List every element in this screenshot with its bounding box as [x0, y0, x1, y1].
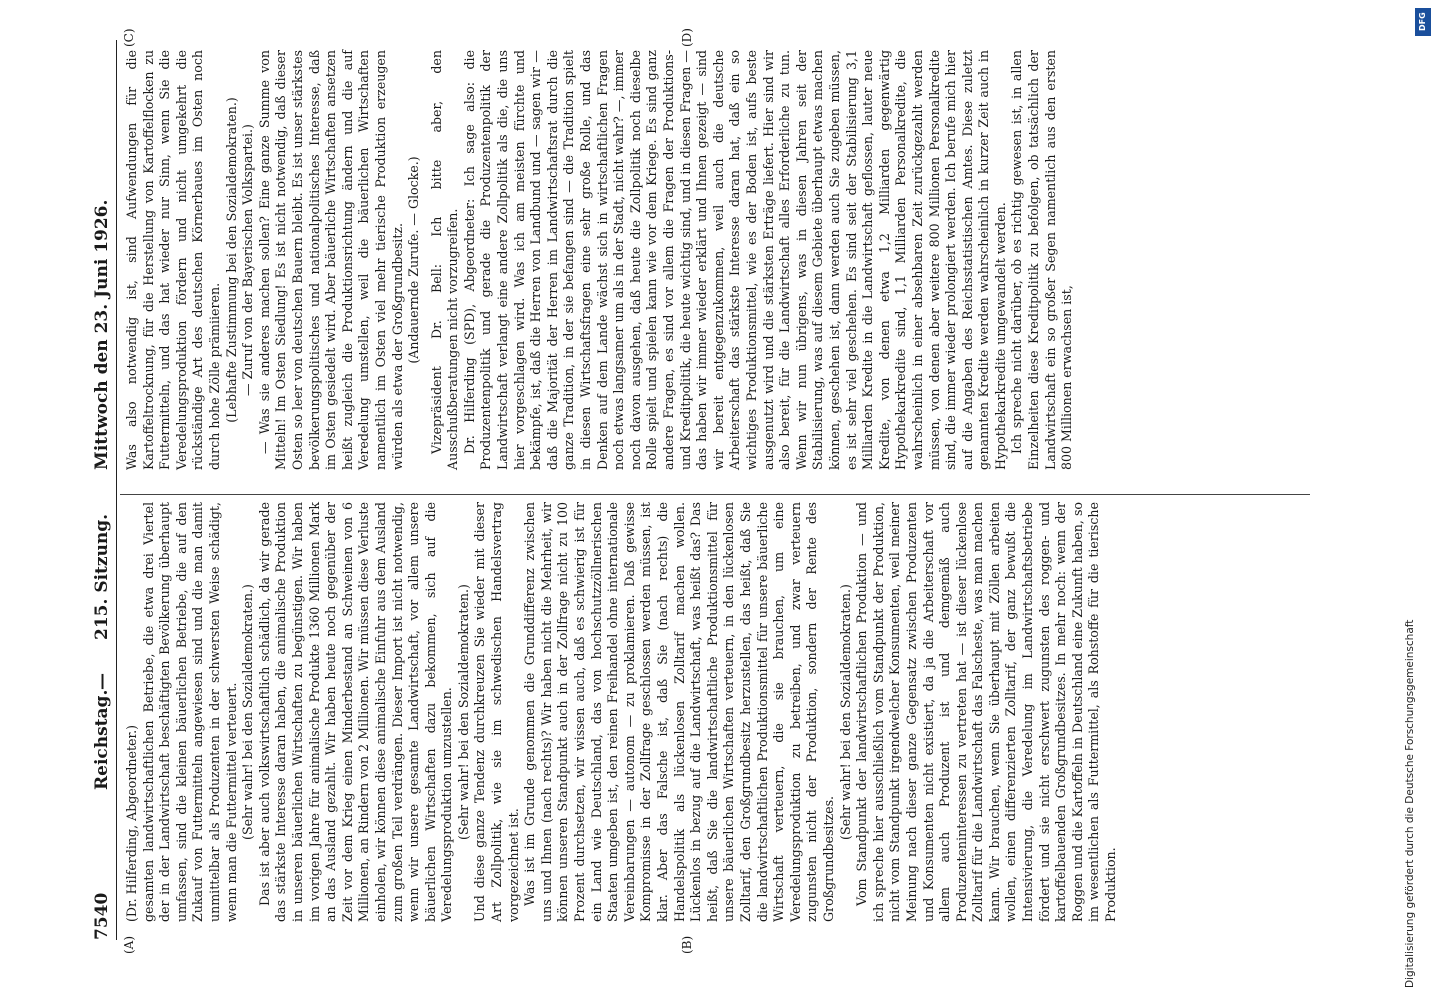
margin-marker-a: (A): [122, 935, 136, 954]
paragraph: (Andauernde Zurufe. — Glocke.): [406, 156, 422, 364]
paragraph: (Sehr wahr! bei den Sozialdemokraten.): [837, 584, 853, 840]
paragraph: Vizepräsident Dr. Bell: Ich bitte aber, den Ausschußberatungen nicht vorzugreifen.: [428, 50, 461, 470]
paragraph: Und diese ganze Tendenz durchkreuzen Sie wieder mit dieser Art Zollpolitik, wie sie im schwedischen Handelsvertrag vorgezeichnet ist.: [472, 502, 521, 922]
margin-marker-d: (D): [680, 28, 694, 47]
session-date: Mittwoch den 23. Juni 1926.: [92, 199, 112, 470]
right-column: [124, 50, 1076, 470]
digitization-credit: [1404, 8, 1432, 993]
column-rule: [120, 494, 1310, 495]
margin-marker-c: (C): [122, 28, 136, 47]
rotated-page: [90, 28, 1320, 954]
left-column: [124, 502, 1120, 922]
paragraph: gesamten landwirtschaftlichen Betriebe, die etwa drei Viertel der in der Landwirtschaft beschäftigten Bevölkerung überhaupt umfassen, sind die kleinen bäuerlichen Betriebe, die auf den Zukauf von Futtermitteln angewiesen sind und die man damit unmittelbar als Produzenten in der schwersten Weise schädigt, wenn man die Futtermittel verteuert.: [140, 502, 239, 922]
session-title: 215. Sitzung.: [92, 513, 112, 640]
paragraph: (Dr. Hilferding, Abgeordneter.): [124, 724, 139, 922]
dfg-logo: DFG: [1415, 8, 1431, 36]
paragraph: Vom Standpunkt der landwirtschaftlichen Produktion — und ich spreche hier ausschließlich vom Standpunkt der Produktion, nicht vom Standpunkt irgendwelcher Konsumenten, weil meiner Meinung nach dieser ganze Gegensatz zwischen Produzenten und Konsumenten nicht existiert, da ja die Arbeiterschaft vor allem auch Produzent ist und demgemäß auch Produzenteninteressen zu vertreten hat — ist dieser lückenlose Zolltarif für die Landwirtschaft das Falscheste, was man machen kann. Wir brauchen, wenn Sie überhaupt mit Zöllen arbeiten wollen, einen differenzierten Zolltarif, der ganz bewußt die Intensivierung, die Veredelung im Landwirtschaftsbetriebe fördert und sie nicht erschwert zugunsten des roggen- und kartoffelbauenden Großgrundbesitzes. In mehr noch: wenn der Roggen und die Kartoffeln in Deutschland eine Zukunft haben, so im wesentlichen als Futtermittel, als Rohstoffe für die tierische Produktion.: [854, 502, 1119, 922]
paragraph: Ich spreche nicht darüber, ob es richtig gewesen ist, in allen Einzelheiten diese Kreditpolitik zu befolgen, ob tatsächlich der Landwirtschaft ein so großer Segen namentlich aus den ersten 800 Millionen erwachsen ist,: [1009, 50, 1075, 470]
margin-marker-b: (B): [680, 935, 694, 954]
paragraph: (Lebhafte Zustimmung bei den Sozialdemokraten.): [223, 97, 239, 423]
paragraph: — Was sie anderes machen sollen? Eine ganze Summe von Mitteln! Im Osten Siedlung! Es ist nicht notwendig, daß dieser Osten so leer von deutschen Bauern bleibt. Es ist unser stärkstes bevölkerungspolitisches und nationalpolitisches Interesse, daß im Osten gesiedelt wird. Aber bäuerliche Wirtschaften ansetzen heißt zugleich die Produktionsrichtung ändern und die auf Veredelung umstellen, weil die bäuerlichen Wirtschaften namentlich im Osten viel mehr tierische Produktion erzeugen würden als etwa der Großgrundbesitz.: [256, 50, 405, 470]
header-rule: [116, 40, 117, 940]
digitization-credit-text: Digitalisierung gefördert durch die Deutsche Forschungsgemeinschaft: [1404, 619, 1416, 988]
running-header: [90, 40, 118, 940]
paragraph: Das ist aber auch volkswirtschaftlich schädlich, da wir gerade das stärkste Interesse daran haben, die animalische Produktion in unseren bäuerlichen Wirtschaften zu begünstigen. Wir haben im vorigen Jahre für animalische Produkte 1360 Millionen Mark an das Ausland gezahlt. Wir haben heute noch gegenüber der Zeit vor dem Krieg einen Minderbestand an Schweinen von 6 Millionen, an Rindern von 2 Millionen. Wir müssen diese Verluste einholen, wir können diese animalische Einfuhr aus dem Ausland zum großen Teil verdrängen. Dieser Import ist nicht notwendig, wenn wir unsere gesamte Landwirtschaft, vor allem unsere bäuerlichen Wirtschaften dazu bekommen, sich auf die Veredelungsproduktion umzustellen.: [256, 502, 455, 922]
paragraph: — Zuruf von der Bayerischen Volkspartei.): [240, 124, 256, 396]
paragraph: (Sehr wahr! bei den Sozialdemokraten.): [455, 584, 471, 840]
chamber-title: Reichstag.: [92, 689, 112, 790]
paragraph: Was ist im Grunde genommen die Grunddifferenz zwischen uns und Ihnen (nach rechts)? Wir haben nicht die Mehrheit, wir können unseren Standpunkt auch in der Zollfrage nicht zu 100 Prozent durchsetzen, wir wissen auch, daß es schwierig ist für ein Land wie Deutschland, das von hochschutzzöllnerischen Staaten umgeben ist, den reinen Freihandel ohne internationale Vereinbarungen — autonom — zu proklamieren. Daß gewisse Kompromisse in der Zollfrage geschlossen werden müssen, ist klar. Aber das Falsche ist, daß Sie (nach rechts) die Handelspolitik als lückenlosen Zolltarif machen wollen. Lückenlos in bezug auf die Landwirtschaft, was heißt das? Das heißt, daß Sie die landwirtschaftliche Produktionsmittel für unsere bäuerlichen Wirtschaften verteuern, in den lückenlosen Zolltarif, den Großgrundbesitz herzustellen, das heißt, daß Sie die landwirtschaftlichen Produktionsmittel für unsere bäuerliche Wirtschaft verteuern, die sie brauchen, um eine Veredelungsproduktion zu betreiben, und zwar verteuern zugunsten nicht der Produktion, sondern der Rente des Großgrundbesitzes.: [522, 502, 836, 922]
header-dash: —: [92, 673, 112, 690]
page-number: 7540: [92, 892, 112, 940]
paragraph: Dr. Hilferding (SPD), Abgeordneter: Ich sage also: die Produzentenpolitik und gerade die Produzentenpolitik der Landwirtschaft verlangt eine andere Zollpolitik als die, die uns hier vorgeschlagen wird. Was ich am meisten fürchte und bekämpfe, ist, daß die Herren von Landbund und — sagen wir — daß die Majorität der Herren im Landwirtschaftsrat durch die ganze Tradition, in der sie befangen sind — die Tradition spielt in diesen Wirtschaftsfragen eine sehr große Rolle, und das Denken auf dem Lande wächst sich in wirtschaftlichen Fragen noch etwas langsamer um als in der Stadt, nicht wahr? —, immer noch davon ausgehen, daß heute die Zollpolitik noch dieselbe Rolle spielt und spielen kann wie vor dem Kriege. Es sind ganz andere Fragen, es sind vor allem die Fragen der Produktions- und Kreditpolitik, die heute wichtig sind, und in diesen Fragen — das haben wir immer wieder erklärt und Ihnen gezeigt — sind wir bereit entgegenzukommen, weil auch die deutsche Arbeiterschaft das stärkste Interesse daran hat, daß ein so wichtiges Produktionsmittel, wie es der Boden ist, aufs beste ausgenutzt wird und die stärksten Erträge liefert. Hier sind wir also bereit, für die Landwirtschaft alles Erforderliche zu tun. Wenn wir nun übrigens, was in diesen Jahren seit der Stabilisierung, was auf diesem Gebiete überhaupt etwas machen können, geschehen ist, dann werden auch Sie zugeben müssen, es ist sehr viel geschehen. Es sind seit der Stabilisierung 3,1 Milliarden Kredite in die Landwirtschaft geflossen, lauter neue Kredite, von denen etwa 1,2 Milliarden gegenwärtig Hypothekarkredite sind, 1,1 Milliarden Personalkredite, die wahrscheinlich in einer absehbaren Zeit zurückgezahlt werden müssen, von denen aber weitere 800 Millionen Personalkredite sind, die immer wieder prolongiert werden. Ich berufe mich hier auf die Angaben des Reichsstatistischen Amtes. Diese zuletzt genannten Kredite werden wahrscheinlich in kurzer Zeit auch in Hypothekarkredite umgewandelt werden.: [461, 50, 1008, 470]
paragraph: (Sehr wahr! bei den Sozialdemokraten.): [240, 584, 256, 840]
paragraph: Was also notwendig ist, sind Aufwendungen für die Kartoffeltrocknung, für die Herstellung von Kartoffelflocken zu Futtermitteln, und das hat wieder nur Sinn, wenn Sie die Veredelungsproduktion fördern und nicht umgekehrt die rückständige Art des deutschen Körnerbaues im Osten noch durch hohe Zölle prämiieren.: [124, 50, 222, 470]
